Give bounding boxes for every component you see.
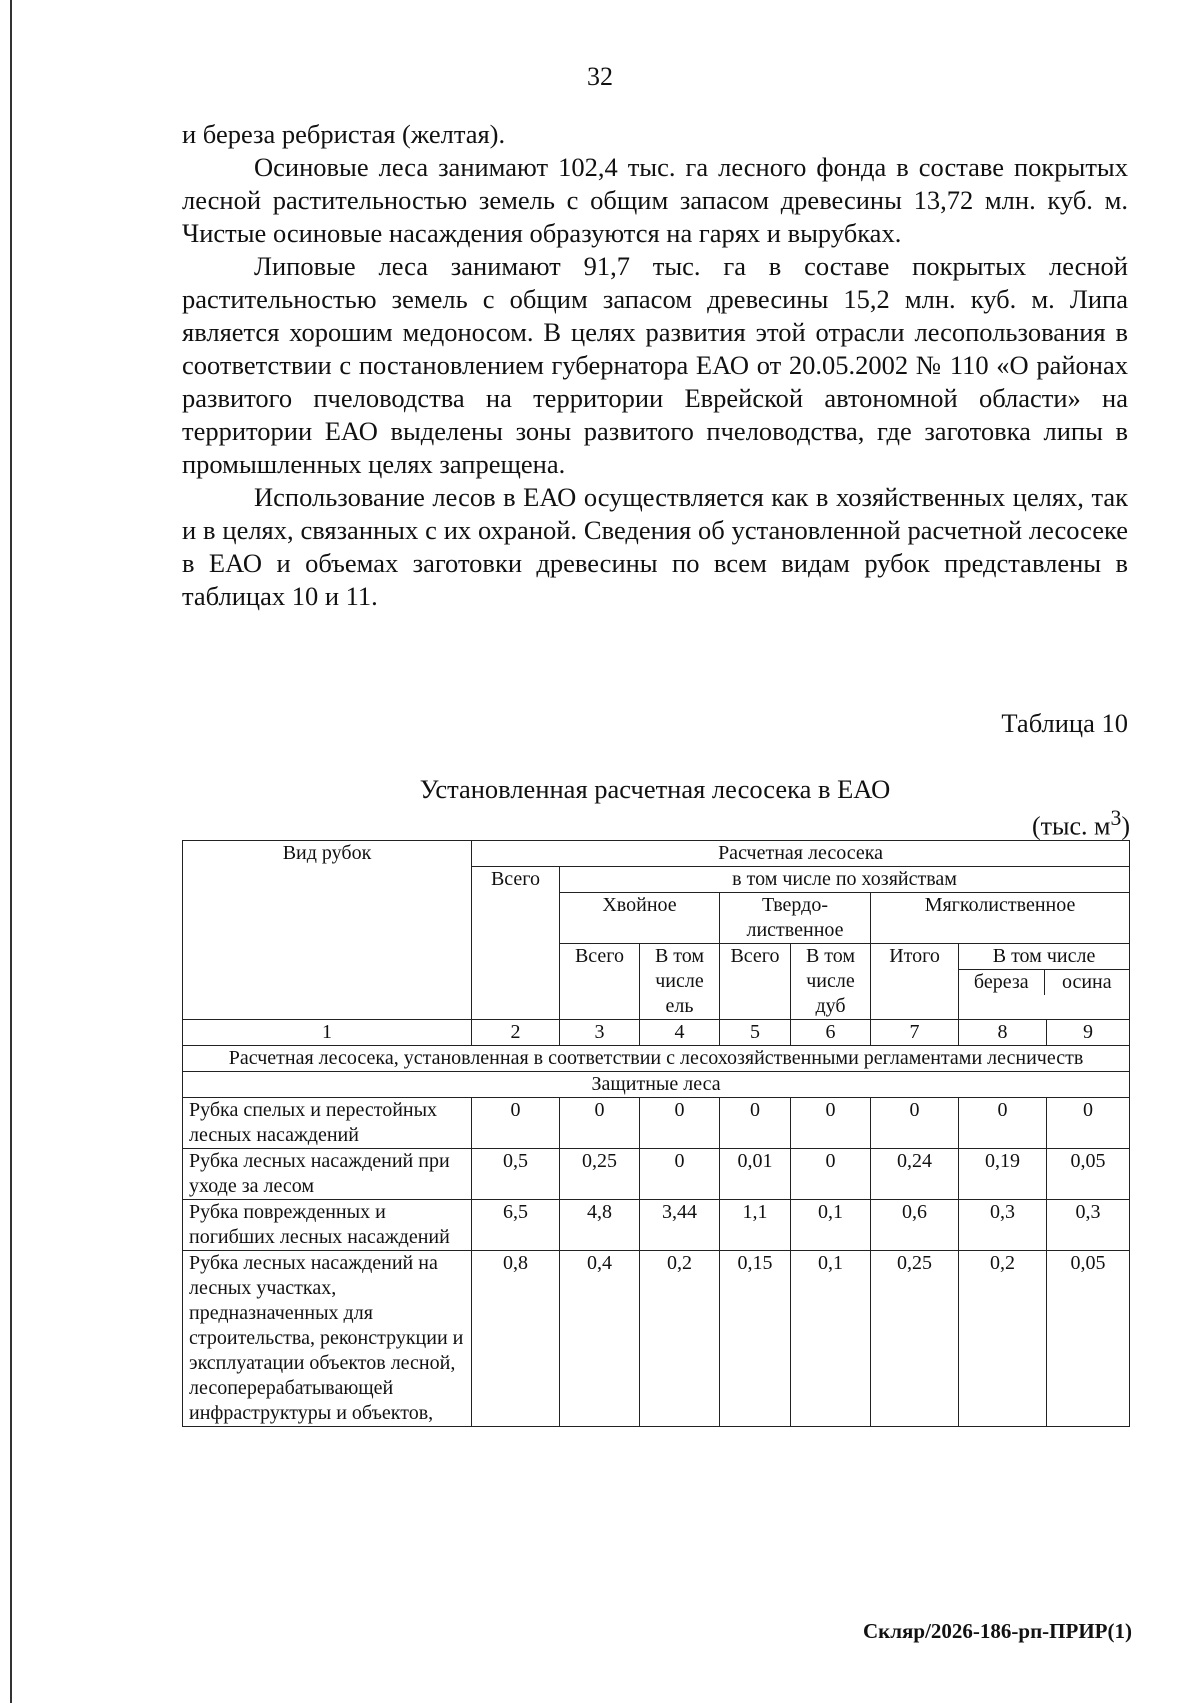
column-number-row	[183, 1020, 1130, 1046]
cell: 0	[791, 1098, 871, 1149]
cell: 0,01	[720, 1149, 791, 1200]
cell: 0,1	[791, 1251, 871, 1427]
cell: 0	[871, 1098, 959, 1149]
units-superscript: 3	[1110, 806, 1122, 830]
paragraph: Использование лесов в ЕАО осуществляется как в хозяйственных целях, так и в целях, связанных с их охраной. Сведения об установленной расчетной лесосеке в ЕАО и объемах заготовки древесины по всем видам рубок представлены в таблицах 10 и 11.	[182, 482, 1128, 611]
table-units	[1032, 806, 1130, 842]
header-po-hozyaystvam: в том числе по хозяйствам	[560, 867, 1130, 893]
col-number: 1	[183, 1020, 472, 1046]
table-row	[183, 1251, 1130, 1427]
header-v-tom-chisle-label: В том числе	[959, 944, 1129, 970]
header-hvoynoe-vsego: Всего	[560, 944, 640, 1020]
units-suffix: )	[1121, 811, 1130, 841]
header-vsego: Всего	[472, 867, 560, 1020]
row-name: Рубка поврежденных и погибших лесных насаждений	[183, 1200, 472, 1251]
cell: 3,44	[640, 1200, 720, 1251]
cell: 6,5	[472, 1200, 560, 1251]
header-hvoynoe: Хвойное	[560, 893, 720, 944]
cell: 0	[560, 1098, 640, 1149]
row-name: Рубка лесных насаждений при уходе за лесом	[183, 1149, 472, 1200]
table-row	[183, 1149, 1130, 1200]
header-raschetnaya: Расчетная лесосека	[472, 841, 1130, 867]
header-itogo: Итого	[871, 944, 959, 1020]
table-row	[183, 1200, 1130, 1251]
body-text	[182, 118, 1128, 613]
cell: 0	[640, 1098, 720, 1149]
header-species	[959, 970, 1129, 995]
cell: 0	[472, 1098, 560, 1149]
cell: 4,8	[560, 1200, 640, 1251]
col-number: 5	[720, 1020, 791, 1046]
cell: 0,15	[720, 1251, 791, 1427]
header-osina: осина	[1061, 971, 1112, 993]
header-bereza: береза	[959, 970, 1045, 995]
header-v-tom-chisle	[959, 944, 1130, 1020]
cell: 0,25	[560, 1149, 640, 1200]
header-myagkolistvennoe: Мягколиственное	[871, 893, 1130, 944]
row-name: Рубка лесных насаждений на лесных участках, предназначенных для строительства, реконструкции и эксплуатации объектов лесной, лесоперерабатывающей инфраструктуры и объектов,	[183, 1251, 472, 1427]
cell: 0,25	[871, 1251, 959, 1427]
units-prefix: (тыс. м	[1032, 811, 1111, 841]
cell: 0	[640, 1149, 720, 1200]
forest-table	[182, 840, 1130, 1427]
col-number: 9	[1047, 1020, 1130, 1046]
table-title: Установленная расчетная лесосека в ЕАО	[419, 774, 891, 804]
page-edge-line	[10, 0, 12, 1703]
col-number: 6	[791, 1020, 871, 1046]
cell: 0,3	[959, 1200, 1047, 1251]
cell: 0,2	[640, 1251, 720, 1427]
header-tverdo-vsego: Всего	[720, 944, 791, 1020]
col-number: 8	[959, 1020, 1047, 1046]
cell: 0,19	[959, 1149, 1047, 1200]
cell: 1,1	[720, 1200, 791, 1251]
header-row	[183, 841, 1130, 867]
page-number: 32	[587, 62, 613, 91]
table-label: Таблица 10	[1001, 708, 1128, 738]
cell: 0	[791, 1149, 871, 1200]
table-row	[183, 1098, 1130, 1149]
cell: 0,5	[472, 1149, 560, 1200]
paragraph: и береза ребристая (желтая).	[182, 119, 506, 149]
paragraph: Осиновые леса занимают 102,4 тыс. га лесного фонда в составе покрытых лесной растительностью земель с общим запасом древесины 13,72 млн. куб. м. Чистые осиновые насаждения образуются на гарях и вырубках.	[182, 152, 1128, 248]
cell: 0,05	[1047, 1149, 1130, 1200]
cell: 0	[959, 1098, 1047, 1149]
subsection-title: Защитные леса	[183, 1072, 1130, 1098]
header-vid-rubok: Вид рубок	[183, 841, 472, 1020]
cell: 0,24	[871, 1149, 959, 1200]
cell: 0,6	[871, 1200, 959, 1251]
col-number: 7	[871, 1020, 959, 1046]
cell: 0	[1047, 1098, 1130, 1149]
cell: 0,1	[791, 1200, 871, 1251]
paragraph: Липовые леса занимают 91,7 тыс. га в составе покрытых лесной растительностью земель с общим запасом древесины 15,2 млн. куб. м. Липа является хорошим медоносом. В целях развития этой отрасли лесопользования в соответствии с постановлением губернатора ЕАО от 20.05.2002 № 110 «О районах развитого пчеловодства на территории Еврейской автономной области» на территории ЕАО выделены зоны развитого пчеловодства, где заготовка липы в промышленных целях запрещена.	[182, 251, 1128, 479]
col-number: 2	[472, 1020, 560, 1046]
col-number: 3	[560, 1020, 640, 1046]
section-row	[183, 1046, 1130, 1072]
section-title: Расчетная лесосека, установленная в соответствии с лесохозяйственными регламентами лесничеств	[183, 1046, 1130, 1072]
cell: 0,3	[1047, 1200, 1130, 1251]
row-name: Рубка спелых и перестойных лесных насаждений	[183, 1098, 472, 1149]
header-tverdolistvennoe: Твердо-лиственное	[720, 893, 871, 944]
col-number: 4	[640, 1020, 720, 1046]
cell: 0,2	[959, 1251, 1047, 1427]
cell: 0,05	[1047, 1251, 1130, 1427]
header-dub: В том числе дуб	[791, 944, 871, 1020]
subsection-row	[183, 1072, 1130, 1098]
cell: 0	[720, 1098, 791, 1149]
cell: 0,8	[472, 1251, 560, 1427]
cell: 0,4	[560, 1251, 640, 1427]
header-el: В том числе ель	[640, 944, 720, 1020]
document-code: Скляр/2026-186-рп-ПРИР(1)	[863, 1619, 1132, 1643]
